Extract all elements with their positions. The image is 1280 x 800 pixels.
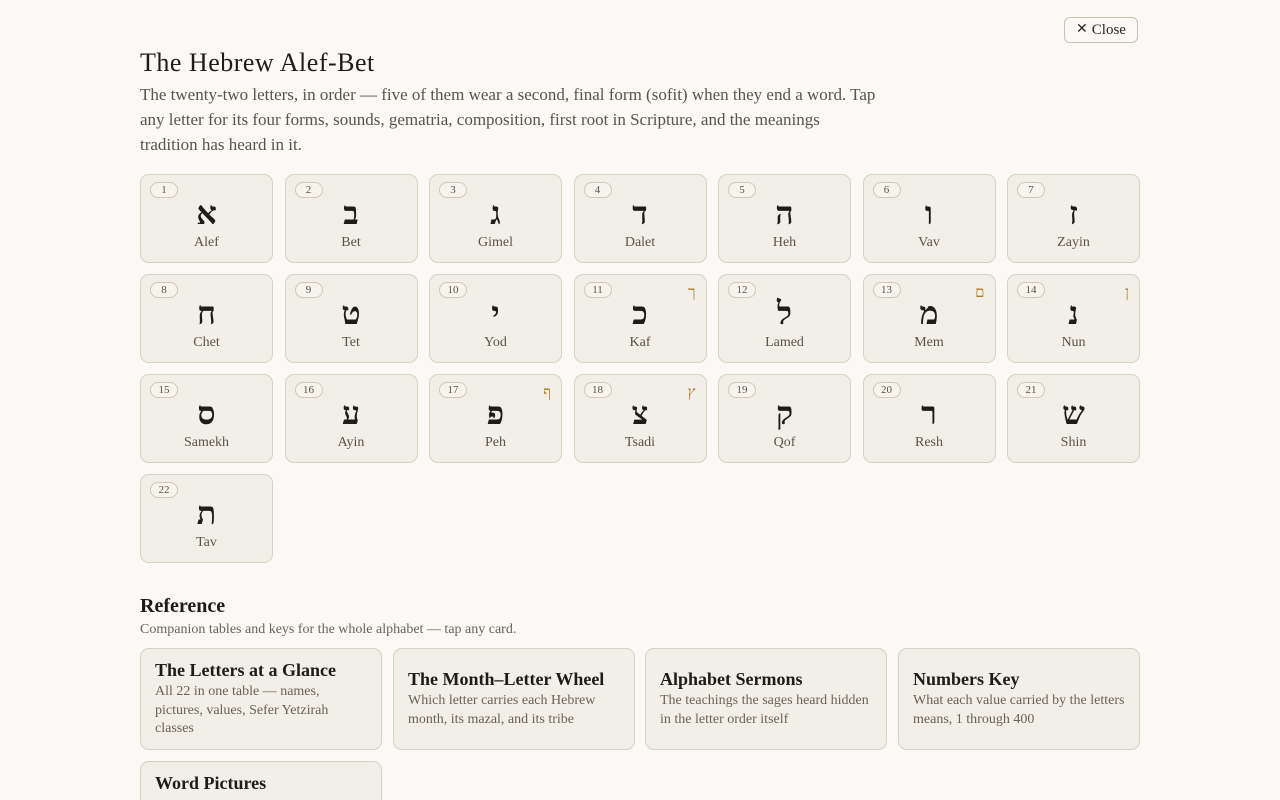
letter-name: Dalet (624, 235, 656, 250)
reference-card-desc: What each value carried by the letters means, 1 through 400 (913, 693, 1125, 727)
letter-card-resh[interactable] (863, 374, 996, 463)
letter-glyph: ח (197, 294, 216, 332)
letter-number-badge: 12 (728, 282, 756, 298)
intro-text: The twenty-two letters, in order — five of them wear a second, final form (sofit) when they end a word. Tap any letter for its four forms, sounds, gematria, composition, first root in Scripture, and the meanings tradition has heard in it. (140, 85, 876, 154)
letter-number-badge: 17 (439, 382, 467, 398)
letter-glyph: צ (631, 394, 649, 432)
sofit-form: ף (543, 383, 551, 401)
reference-title: Reference (140, 595, 226, 617)
letter-name: Chet (193, 335, 220, 350)
letter-glyph: י (491, 294, 500, 332)
letter-name: Lamed (765, 335, 804, 350)
reference-card-alphabet-sermons[interactable] (645, 648, 887, 750)
letter-glyph: ס (197, 394, 216, 432)
sofit-form: ן (1125, 283, 1129, 301)
letter-card-vav[interactable] (863, 174, 996, 263)
sofit-form: ך (688, 283, 696, 301)
letter-glyph: ל (777, 294, 792, 332)
letter-number-badge: 4 (584, 182, 612, 198)
letter-name: Tet (342, 335, 360, 350)
letter-name: Vav (918, 235, 940, 250)
letter-card-mem[interactable] (863, 274, 996, 363)
letter-name: Bet (341, 235, 361, 250)
letter-name: Ayin (337, 435, 365, 450)
letter-card-peh[interactable] (429, 374, 562, 463)
sofit-form: ם (975, 283, 985, 301)
letter-glyph: ד (632, 194, 648, 232)
letter-name: Kaf (629, 335, 651, 350)
reference-card-title: Numbers Key (913, 669, 1020, 689)
letter-name: Samekh (183, 435, 230, 450)
reference-card-word-pictures[interactable] (140, 761, 382, 800)
letter-glyph: פ (486, 394, 505, 432)
letter-card-tav[interactable] (140, 474, 273, 563)
letter-name: Peh (485, 435, 506, 450)
letter-card-shin[interactable] (1007, 374, 1140, 463)
letter-card-ayin[interactable] (285, 374, 418, 463)
letter-glyph: ע (341, 394, 361, 432)
letter-number-badge: 1 (150, 182, 178, 198)
letter-glyph: ה (775, 194, 794, 232)
letter-glyph: ג (490, 194, 501, 232)
letter-glyph: ו (924, 194, 934, 232)
letter-card-lamed[interactable] (718, 274, 851, 363)
sofit-form: ץ (687, 383, 696, 401)
reference-card-desc: The teachings the sages heard hidden in the letter order itself (660, 693, 869, 727)
letter-card-tet[interactable] (285, 274, 418, 363)
letter-number-badge: 8 (150, 282, 178, 298)
letter-card-bet[interactable] (285, 174, 418, 263)
letter-name: Mem (914, 335, 944, 350)
letter-card-heh[interactable] (718, 174, 851, 263)
letter-card-zayin[interactable] (1007, 174, 1140, 263)
close-label: Close (1091, 21, 1126, 38)
letter-name: Heh (772, 235, 797, 250)
reference-card-month-letter-wheel[interactable] (393, 648, 635, 750)
reference-card-numbers-key[interactable] (898, 648, 1140, 750)
letter-number-badge: 5 (728, 182, 756, 198)
letter-number-badge: 6 (873, 182, 901, 198)
close-button[interactable] (1064, 17, 1138, 43)
letter-name: Resh (915, 435, 943, 450)
letter-number-badge: 2 (295, 182, 323, 198)
letter-number-badge: 11 (584, 282, 612, 298)
letter-number-badge: 13 (873, 282, 901, 298)
letter-glyph: ת (196, 494, 217, 532)
letter-card-alef[interactable] (140, 174, 273, 263)
close-icon: ✕ (1076, 22, 1088, 37)
letter-number-badge: 15 (150, 382, 178, 398)
reference-card-title: Word Pictures (155, 773, 267, 793)
reference-card-desc: Which letter carries each Hebrew month, its mazal, and its tribe (408, 693, 596, 727)
letter-glyph: ר (921, 394, 937, 432)
letter-card-samekh[interactable] (140, 374, 273, 463)
letter-name: Qof (773, 435, 796, 450)
letter-name: Alef (194, 235, 219, 250)
letter-number-badge: 7 (1017, 182, 1045, 198)
letter-card-kaf[interactable] (574, 274, 707, 363)
letter-card-nun[interactable] (1007, 274, 1140, 363)
letter-number-badge: 18 (584, 382, 612, 398)
reference-card-desc: All 22 in one table — names, pictures, values, Sefer Yetzirah classes (155, 684, 329, 736)
letter-grid (140, 174, 1140, 563)
letter-number-badge: 3 (439, 182, 467, 198)
letter-number-badge: 9 (295, 282, 323, 298)
letter-number-badge: 14 (1017, 282, 1045, 298)
letter-number-badge: 21 (1017, 382, 1045, 398)
letter-name: Tav (196, 535, 217, 550)
letter-number-badge: 20 (873, 382, 901, 398)
letter-glyph: ב (343, 194, 359, 232)
reference-subtitle: Companion tables and keys for the whole alphabet — tap any card. (140, 622, 517, 637)
reference-card-title: Alphabet Sermons (660, 669, 803, 689)
letter-number-badge: 19 (728, 382, 756, 398)
letter-name: Zayin (1057, 235, 1090, 250)
letter-number-badge: 10 (439, 282, 467, 298)
letter-glyph: כ (632, 294, 648, 332)
letter-glyph: נ (1068, 294, 1079, 332)
letter-glyph: א (196, 194, 217, 232)
letter-name: Nun (1061, 335, 1086, 350)
letter-card-tsadi[interactable] (574, 374, 707, 463)
letter-name: Yod (484, 335, 507, 350)
letter-card-chet[interactable] (140, 274, 273, 363)
page-title: The Hebrew Alef-Bet (140, 48, 375, 77)
letter-card-gimel[interactable] (429, 174, 562, 263)
letter-card-dalet[interactable] (574, 174, 707, 263)
letter-number-badge: 22 (150, 482, 178, 498)
letter-number-badge: 16 (295, 382, 323, 398)
letter-card-qof[interactable] (718, 374, 851, 463)
reference-card-title: The Letters at a Glance (155, 660, 336, 680)
letter-name: Tsadi (624, 435, 656, 450)
letter-glyph: ט (341, 294, 361, 332)
reference-card-title: The Month–Letter Wheel (408, 669, 605, 689)
letter-glyph: ש (1062, 394, 1085, 432)
letter-name: Shin (1060, 435, 1087, 450)
letter-name: Gimel (478, 235, 513, 250)
letter-glyph: ז (1069, 194, 1078, 232)
letter-glyph: ק (775, 394, 794, 432)
letter-glyph: מ (919, 294, 939, 332)
letter-card-yod[interactable] (429, 274, 562, 363)
reference-card-letters-at-a-glance[interactable] (140, 648, 382, 750)
